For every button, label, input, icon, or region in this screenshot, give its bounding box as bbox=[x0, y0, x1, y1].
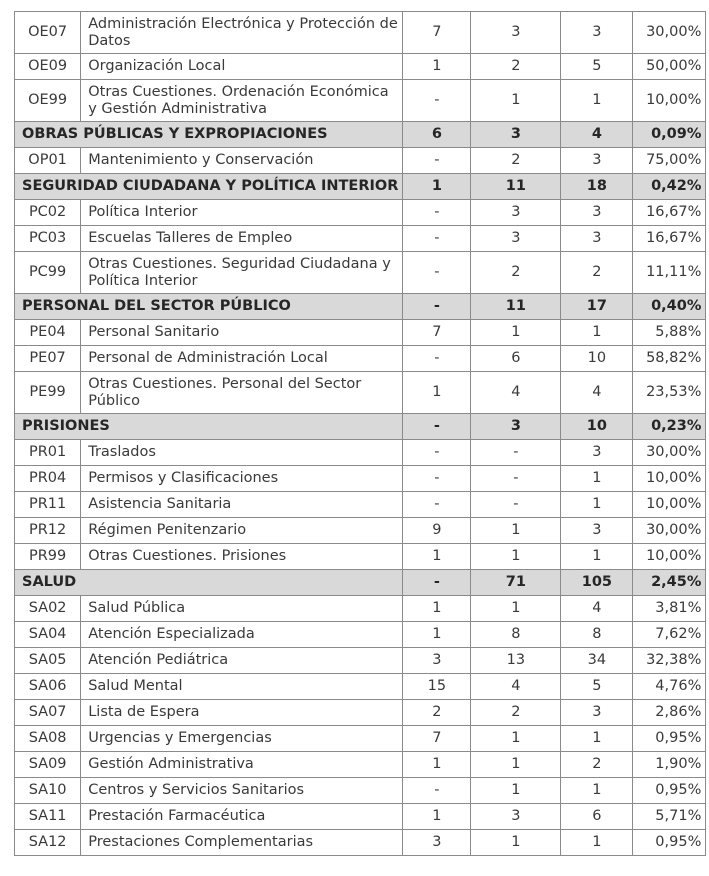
percentage: 0,95% bbox=[633, 726, 706, 752]
col-value-3: 2 bbox=[561, 252, 633, 294]
row-name: Urgencias y Emergencias bbox=[81, 726, 403, 752]
row-name: Otras Cuestiones. Personal del Sector Público bbox=[81, 372, 403, 414]
col-value-1: 3 bbox=[403, 830, 471, 856]
col-value-3: 1 bbox=[561, 320, 633, 346]
table-row bbox=[15, 518, 706, 544]
percentage: 10,00% bbox=[633, 80, 706, 122]
col-value-1: - bbox=[403, 440, 471, 466]
row-code: PR11 bbox=[15, 492, 81, 518]
row-code: SA08 bbox=[15, 726, 81, 752]
col-value-1: - bbox=[403, 148, 471, 174]
col-value-2: 1 bbox=[471, 80, 561, 122]
col-value-2: 1 bbox=[471, 752, 561, 778]
row-name: Organización Local bbox=[81, 54, 403, 80]
col-value-2: 3 bbox=[471, 804, 561, 830]
row-name: Política Interior bbox=[81, 200, 403, 226]
col-value-2: 1 bbox=[471, 544, 561, 570]
col-value-1: 1 bbox=[403, 54, 471, 80]
col-value-2: - bbox=[471, 440, 561, 466]
col-value-1: 15 bbox=[403, 674, 471, 700]
row-code: SA10 bbox=[15, 778, 81, 804]
percentage: 5,71% bbox=[633, 804, 706, 830]
table-row bbox=[15, 674, 706, 700]
table-row bbox=[15, 54, 706, 80]
section-title: PRISIONES bbox=[15, 414, 403, 440]
col-value-1: - bbox=[403, 346, 471, 372]
col-value-2: 13 bbox=[471, 648, 561, 674]
col-value-3: 5 bbox=[561, 674, 633, 700]
percentage: 3,81% bbox=[633, 596, 706, 622]
col-value-3: 34 bbox=[561, 648, 633, 674]
col-value-1: 1 bbox=[403, 372, 471, 414]
col-value-3: 1 bbox=[561, 80, 633, 122]
col-value-3: 3 bbox=[561, 12, 633, 54]
row-code: PR04 bbox=[15, 466, 81, 492]
col-value-2: 3 bbox=[471, 12, 561, 54]
percentage: 2,45% bbox=[633, 570, 706, 596]
table-row bbox=[15, 726, 706, 752]
section-row bbox=[15, 570, 706, 596]
percentage: 75,00% bbox=[633, 148, 706, 174]
row-code: PC02 bbox=[15, 200, 81, 226]
row-name: Salud Mental bbox=[81, 674, 403, 700]
row-name: Lista de Espera bbox=[81, 700, 403, 726]
percentage: 30,00% bbox=[633, 440, 706, 466]
percentage: 16,67% bbox=[633, 200, 706, 226]
col-value-2: 1 bbox=[471, 518, 561, 544]
row-code: SA07 bbox=[15, 700, 81, 726]
col-value-1: 7 bbox=[403, 12, 471, 54]
row-name: Escuelas Talleres de Empleo bbox=[81, 226, 403, 252]
table-row bbox=[15, 804, 706, 830]
percentage: 10,00% bbox=[633, 492, 706, 518]
row-name: Prestación Farmacéutica bbox=[81, 804, 403, 830]
row-code: OE07 bbox=[15, 12, 81, 54]
table-row bbox=[15, 492, 706, 518]
col-value-1: 6 bbox=[403, 122, 471, 148]
section-title: SEGURIDAD CIUDADANA Y POLÍTICA INTERIOR bbox=[15, 174, 403, 200]
col-value-2: 3 bbox=[471, 226, 561, 252]
table-row bbox=[15, 320, 706, 346]
percentage: 58,82% bbox=[633, 346, 706, 372]
percentage: 0,23% bbox=[633, 414, 706, 440]
col-value-1: - bbox=[403, 226, 471, 252]
row-code: OE99 bbox=[15, 80, 81, 122]
row-code: PR99 bbox=[15, 544, 81, 570]
row-name: Personal Sanitario bbox=[81, 320, 403, 346]
table-row bbox=[15, 622, 706, 648]
col-value-2: 6 bbox=[471, 346, 561, 372]
row-name: Atención Especializada bbox=[81, 622, 403, 648]
col-value-2: 2 bbox=[471, 252, 561, 294]
section-title: SALUD bbox=[15, 570, 403, 596]
col-value-1: - bbox=[403, 414, 471, 440]
section-row bbox=[15, 414, 706, 440]
col-value-3: 6 bbox=[561, 804, 633, 830]
col-value-2: 1 bbox=[471, 726, 561, 752]
col-value-1: 1 bbox=[403, 804, 471, 830]
table-row bbox=[15, 648, 706, 674]
row-code: OP01 bbox=[15, 148, 81, 174]
col-value-1: - bbox=[403, 466, 471, 492]
percentage: 1,90% bbox=[633, 752, 706, 778]
table-row bbox=[15, 778, 706, 804]
row-name: Salud Pública bbox=[81, 596, 403, 622]
col-value-2: 11 bbox=[471, 174, 561, 200]
row-code: PR12 bbox=[15, 518, 81, 544]
percentage: 0,42% bbox=[633, 174, 706, 200]
col-value-2: 71 bbox=[471, 570, 561, 596]
col-value-1: - bbox=[403, 778, 471, 804]
col-value-2: 8 bbox=[471, 622, 561, 648]
percentage: 10,00% bbox=[633, 466, 706, 492]
col-value-1: 3 bbox=[403, 648, 471, 674]
col-value-3: 3 bbox=[561, 200, 633, 226]
col-value-2: 3 bbox=[471, 200, 561, 226]
col-value-3: 4 bbox=[561, 122, 633, 148]
row-code: PR01 bbox=[15, 440, 81, 466]
col-value-3: 1 bbox=[561, 492, 633, 518]
row-code: SA05 bbox=[15, 648, 81, 674]
row-code: OE09 bbox=[15, 54, 81, 80]
row-code: SA09 bbox=[15, 752, 81, 778]
col-value-1: 1 bbox=[403, 752, 471, 778]
table-row bbox=[15, 80, 706, 122]
row-name: Permisos y Clasificaciones bbox=[81, 466, 403, 492]
col-value-3: 3 bbox=[561, 700, 633, 726]
col-value-3: 1 bbox=[561, 726, 633, 752]
row-code: SA06 bbox=[15, 674, 81, 700]
col-value-1: 7 bbox=[403, 726, 471, 752]
row-name: Traslados bbox=[81, 440, 403, 466]
row-code: SA11 bbox=[15, 804, 81, 830]
table-row bbox=[15, 12, 706, 54]
row-name: Centros y Servicios Sanitarios bbox=[81, 778, 403, 804]
row-name: Otras Cuestiones. Prisiones bbox=[81, 544, 403, 570]
col-value-1: 1 bbox=[403, 544, 471, 570]
col-value-1: - bbox=[403, 570, 471, 596]
col-value-3: 4 bbox=[561, 596, 633, 622]
table-row bbox=[15, 372, 706, 414]
row-name: Asistencia Sanitaria bbox=[81, 492, 403, 518]
row-code: PE99 bbox=[15, 372, 81, 414]
table-row bbox=[15, 752, 706, 778]
percentage: 5,88% bbox=[633, 320, 706, 346]
row-code: PC99 bbox=[15, 252, 81, 294]
table-row bbox=[15, 544, 706, 570]
percentage: 7,62% bbox=[633, 622, 706, 648]
col-value-3: 3 bbox=[561, 226, 633, 252]
row-name: Administración Electrónica y Protección de Datos bbox=[81, 12, 403, 54]
col-value-1: 9 bbox=[403, 518, 471, 544]
percentage: 4,76% bbox=[633, 674, 706, 700]
col-value-3: 8 bbox=[561, 622, 633, 648]
row-code: PE07 bbox=[15, 346, 81, 372]
section-row bbox=[15, 122, 706, 148]
percentage: 0,40% bbox=[633, 294, 706, 320]
percentage: 32,38% bbox=[633, 648, 706, 674]
col-value-2: 2 bbox=[471, 700, 561, 726]
percentage: 30,00% bbox=[633, 12, 706, 54]
col-value-2: 3 bbox=[471, 414, 561, 440]
col-value-2: 1 bbox=[471, 596, 561, 622]
col-value-2: 3 bbox=[471, 122, 561, 148]
table-row bbox=[15, 346, 706, 372]
row-name: Personal de Administración Local bbox=[81, 346, 403, 372]
row-name: Otras Cuestiones. Ordenación Económica y Gestión Administrativa bbox=[81, 80, 403, 122]
row-name: Otras Cuestiones. Seguridad Ciudadana y Política Interior bbox=[81, 252, 403, 294]
section-title: PERSONAL DEL SECTOR PÚBLICO bbox=[15, 294, 403, 320]
row-name: Atención Pediátrica bbox=[81, 648, 403, 674]
table-row bbox=[15, 200, 706, 226]
col-value-1: 1 bbox=[403, 174, 471, 200]
percentage: 0,95% bbox=[633, 830, 706, 856]
table-row bbox=[15, 830, 706, 856]
table-row bbox=[15, 466, 706, 492]
col-value-3: 17 bbox=[561, 294, 633, 320]
col-value-2: 2 bbox=[471, 148, 561, 174]
col-value-3: 3 bbox=[561, 518, 633, 544]
col-value-2: 11 bbox=[471, 294, 561, 320]
percentage: 0,09% bbox=[633, 122, 706, 148]
col-value-3: 10 bbox=[561, 414, 633, 440]
col-value-2: 1 bbox=[471, 778, 561, 804]
row-code: SA12 bbox=[15, 830, 81, 856]
table-row bbox=[15, 440, 706, 466]
col-value-3: 1 bbox=[561, 778, 633, 804]
col-value-1: - bbox=[403, 80, 471, 122]
row-name: Gestión Administrativa bbox=[81, 752, 403, 778]
col-value-3: 2 bbox=[561, 752, 633, 778]
col-value-2: 1 bbox=[471, 320, 561, 346]
col-value-1: 2 bbox=[403, 700, 471, 726]
col-value-3: 5 bbox=[561, 54, 633, 80]
col-value-3: 4 bbox=[561, 372, 633, 414]
col-value-1: 7 bbox=[403, 320, 471, 346]
col-value-3: 1 bbox=[561, 466, 633, 492]
statistics-table bbox=[14, 11, 706, 856]
col-value-3: 3 bbox=[561, 440, 633, 466]
row-name: Mantenimiento y Conservación bbox=[81, 148, 403, 174]
col-value-1: - bbox=[403, 294, 471, 320]
table-row bbox=[15, 700, 706, 726]
section-row bbox=[15, 294, 706, 320]
table-row bbox=[15, 226, 706, 252]
col-value-1: 1 bbox=[403, 596, 471, 622]
col-value-2: 4 bbox=[471, 674, 561, 700]
percentage: 11,11% bbox=[633, 252, 706, 294]
row-code: PE04 bbox=[15, 320, 81, 346]
col-value-2: - bbox=[471, 492, 561, 518]
percentage: 2,86% bbox=[633, 700, 706, 726]
percentage: 23,53% bbox=[633, 372, 706, 414]
table-row bbox=[15, 252, 706, 294]
col-value-1: 1 bbox=[403, 622, 471, 648]
col-value-3: 10 bbox=[561, 346, 633, 372]
row-code: SA04 bbox=[15, 622, 81, 648]
percentage: 30,00% bbox=[633, 518, 706, 544]
row-name: Prestaciones Complementarias bbox=[81, 830, 403, 856]
percentage: 16,67% bbox=[633, 226, 706, 252]
percentage: 10,00% bbox=[633, 544, 706, 570]
col-value-1: - bbox=[403, 200, 471, 226]
col-value-3: 3 bbox=[561, 148, 633, 174]
col-value-1: - bbox=[403, 492, 471, 518]
col-value-1: - bbox=[403, 252, 471, 294]
row-name: Régimen Penitenzario bbox=[81, 518, 403, 544]
col-value-3: 1 bbox=[561, 544, 633, 570]
col-value-3: 105 bbox=[561, 570, 633, 596]
percentage: 50,00% bbox=[633, 54, 706, 80]
statistics-table-body bbox=[15, 12, 706, 856]
table-row bbox=[15, 148, 706, 174]
col-value-2: 4 bbox=[471, 372, 561, 414]
row-code: PC03 bbox=[15, 226, 81, 252]
col-value-2: 1 bbox=[471, 830, 561, 856]
section-row bbox=[15, 174, 706, 200]
col-value-2: 2 bbox=[471, 54, 561, 80]
col-value-2: - bbox=[471, 466, 561, 492]
table-row bbox=[15, 596, 706, 622]
section-title: OBRAS PÚBLICAS Y EXPROPIACIONES bbox=[15, 122, 403, 148]
percentage: 0,95% bbox=[633, 778, 706, 804]
row-code: SA02 bbox=[15, 596, 81, 622]
col-value-3: 18 bbox=[561, 174, 633, 200]
col-value-3: 1 bbox=[561, 830, 633, 856]
